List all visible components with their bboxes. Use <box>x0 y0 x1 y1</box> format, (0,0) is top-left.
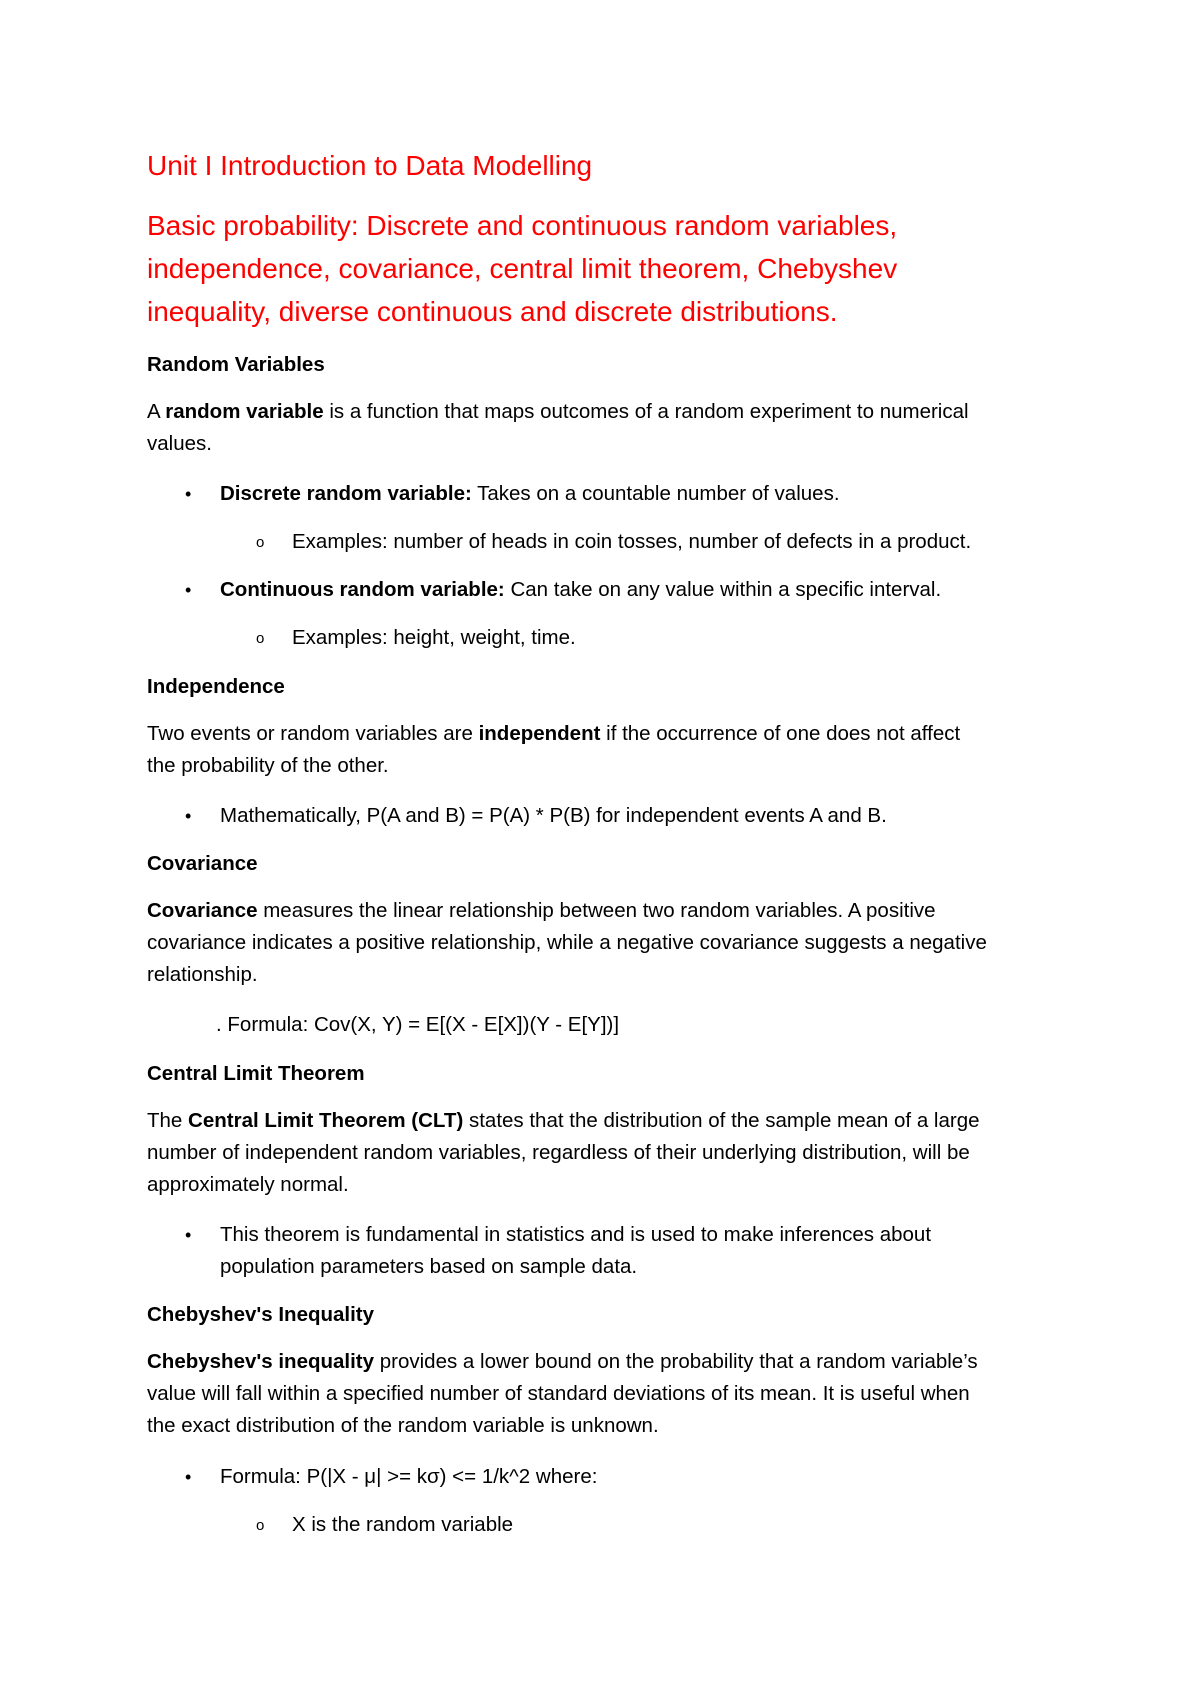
paragraph-line <box>147 1105 1067 1137</box>
paragraph-line: the exact distribution of the random variable is unknown. <box>147 1414 659 1437</box>
text-run: Takes on a countable number of values. <box>471 482 840 505</box>
bold-term: independent <box>478 722 601 745</box>
bullet-marker: • <box>185 580 192 600</box>
bullet-text: Formula: P(|X - μ| >= kσ) <= 1/k^2 where: <box>220 1465 598 1488</box>
sub-bullet-text: X is the random variable <box>292 1513 514 1536</box>
bold-term: Chebyshev's inequality <box>147 1350 375 1373</box>
section-heading-random-variables: Random Variables <box>147 353 325 376</box>
paragraph-line <box>147 1346 1067 1378</box>
subtitle-line: inequality, diverse continuous and discrete distributions. <box>147 296 838 327</box>
bullet-marker: • <box>185 1225 192 1245</box>
bullet-marker: • <box>185 484 192 504</box>
text-run: Two events or random variables are <box>147 722 479 745</box>
covariance-formula: . Formula: Cov(X, Y) = E[(X - E[X])(Y - E[Y])] <box>216 1013 620 1036</box>
paragraph-line: values. <box>147 432 212 455</box>
paragraph-line: number of independent random variables, regardless of their underlying distribution, will be <box>147 1141 970 1164</box>
covariance-definition <box>147 895 1067 991</box>
bullet-text <box>220 574 1060 606</box>
text-run: states that the distribution of the sample mean of a large <box>463 1109 980 1132</box>
document-title: Unit I Introduction to Data Modelling <box>147 150 593 181</box>
independence-definition <box>147 718 1067 782</box>
section-heading-independence: Independence <box>147 675 285 698</box>
sub-bullet-marker: o <box>256 630 265 647</box>
text-run: measures the linear relationship between two random variables. A positive <box>257 899 936 922</box>
bullet-text <box>220 478 1060 510</box>
text-run: Can take on any value within a specific interval. <box>504 578 942 601</box>
text-run: The <box>147 1109 189 1132</box>
bullet-text <box>220 1219 1060 1283</box>
subtitle-line: Basic probability: Discrete and continuous random variables, <box>147 210 898 241</box>
clt-definition <box>147 1105 1067 1201</box>
text-run: if the occurrence of one does not affect <box>600 722 961 745</box>
bold-term: random variable <box>165 400 324 423</box>
paragraph-line: covariance indicates a positive relationship, while a negative covariance suggests a negative <box>147 931 987 954</box>
document-subtitle <box>147 204 1047 333</box>
section-heading-chebyshev: Chebyshev's Inequality <box>147 1303 375 1326</box>
subtitle-line: independence, covariance, central limit theorem, Chebyshev <box>147 253 898 284</box>
paragraph-line: approximately normal. <box>147 1173 349 1196</box>
bold-term: Continuous random variable: <box>220 578 505 601</box>
bullet-line: population parameters based on sample data. <box>220 1255 638 1278</box>
bold-term: Discrete random variable: <box>220 482 472 505</box>
sub-bullet-marker: o <box>256 534 265 551</box>
sub-bullet-text: Examples: number of heads in coin tosses, number of defects in a product. <box>292 530 972 553</box>
paragraph-line: the probability of the other. <box>147 754 389 777</box>
section-heading-clt: Central Limit Theorem <box>147 1062 365 1085</box>
paragraph-line: relationship. <box>147 963 258 986</box>
text-run: provides a lower bound on the probability that a random variable’s <box>374 1350 978 1373</box>
bold-term: Covariance <box>147 899 258 922</box>
text-run: A <box>147 400 166 423</box>
bullet-line: This theorem is fundamental in statistics and is used to make inferences about <box>220 1223 932 1246</box>
chebyshev-definition <box>147 1346 1067 1442</box>
bold-term: Central Limit Theorem (CLT) <box>188 1109 464 1132</box>
text-run: is a function that maps outcomes of a random experiment to numerical <box>323 400 969 423</box>
sub-bullet-text: Examples: height, weight, time. <box>292 626 576 649</box>
bullet-text: Mathematically, P(A and B) = P(A) * P(B) for independent events A and B. <box>220 804 887 827</box>
paragraph-line <box>147 718 1067 750</box>
paragraph-line <box>147 895 1067 927</box>
sub-bullet-marker: o <box>256 1517 265 1534</box>
paragraph-line <box>147 396 1067 428</box>
random-variable-definition <box>147 396 1067 460</box>
section-heading-covariance: Covariance <box>147 852 258 875</box>
paragraph-line: value will fall within a specified number of standard deviations of its mean. It is useful when <box>147 1382 970 1405</box>
bullet-marker: • <box>185 1467 192 1487</box>
bullet-marker: • <box>185 806 192 826</box>
